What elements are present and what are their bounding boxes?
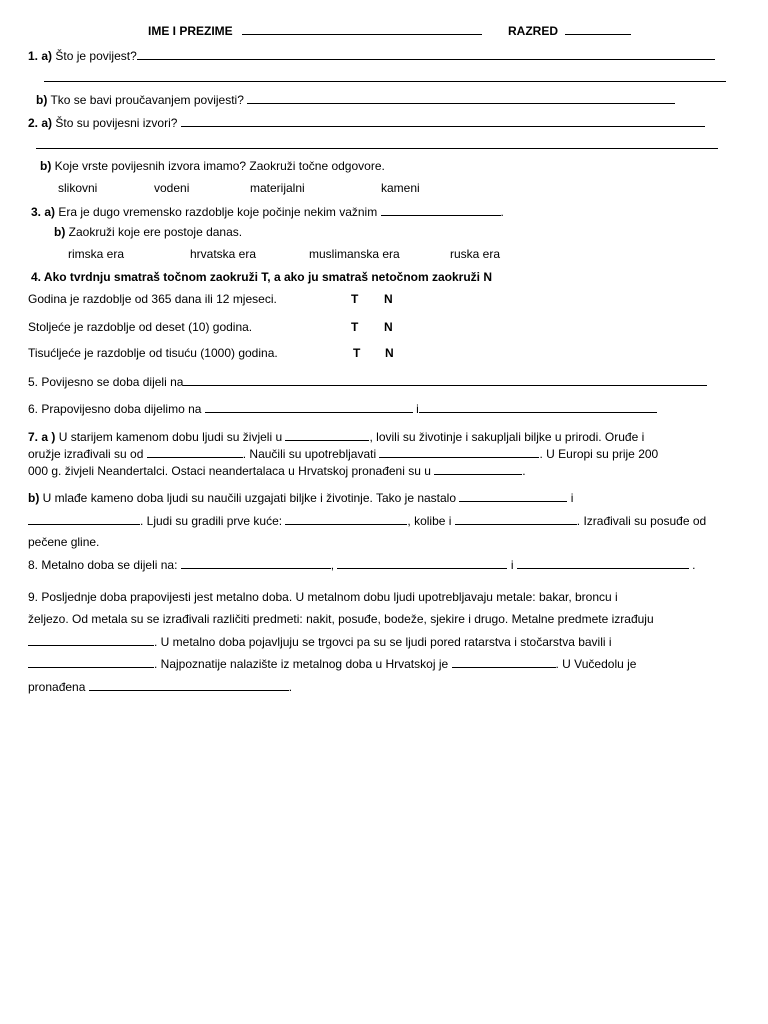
q3-a: 3. a) Era je dugo vremensko razdoblje koje počinje nekim važnim . xyxy=(31,205,504,219)
q7-a-blank-4[interactable] xyxy=(434,463,522,475)
q7-a-line3: 000 g. živjeli Neandertalci. Ostaci neandertalaca u Hrvatskoj pronađeni su u . xyxy=(28,464,526,478)
q9-text-5: pronađena xyxy=(28,680,86,694)
q9-text-3: . U metalno doba pojavljuju se trgovci pa su se ljudi pored ratarstva i stočarstva bavili i xyxy=(154,635,612,649)
q8-end: . xyxy=(692,558,696,572)
q9-blank-2[interactable] xyxy=(28,656,154,668)
q7-a-text-4: . Naučili su upotrebljavati xyxy=(242,447,377,461)
q7-b-line1 xyxy=(28,490,573,505)
q4-statement-2: Stoljeće je razdoblje od deset (10) godina. xyxy=(28,320,253,334)
q7-b-line3: pečene gline. xyxy=(28,535,100,549)
q7-b-blank-3[interactable] xyxy=(285,513,407,525)
q6-blank-2[interactable] xyxy=(419,401,657,413)
q8-blank-1[interactable] xyxy=(181,557,331,569)
q3-number: 3. xyxy=(31,205,42,219)
q4-statement-1: Godina je razdoblje od 365 dana ili 12 mjeseci. xyxy=(28,292,277,306)
q9-line3 xyxy=(28,634,612,649)
q9-line4 xyxy=(28,656,636,671)
q2-a-line2 xyxy=(36,137,718,152)
q9-blank-3[interactable] xyxy=(452,656,556,668)
q6 xyxy=(28,401,657,416)
q1-b-blank[interactable] xyxy=(247,92,675,104)
q3-a-label: a) xyxy=(44,205,56,219)
q1-a-label: a) xyxy=(41,49,53,63)
q6-blank-1[interactable] xyxy=(205,401,413,413)
q2-a-label: a) xyxy=(41,116,53,130)
q9-line1: 9. Posljednje doba prapovijesti jest metalno doba. U metalnom dobu ljudi upotrebljavaju metale: bakar, broncu i xyxy=(28,590,618,604)
q3-option-2[interactable]: hrvatska era xyxy=(190,247,257,261)
q3-option-4[interactable]: ruska era xyxy=(450,247,501,261)
q1-b xyxy=(36,92,675,107)
q8-and: i xyxy=(510,558,514,572)
q9-text-4b: . U Vučedolu je xyxy=(555,657,637,671)
q4-t-1[interactable]: T xyxy=(351,292,359,306)
q3-a-text: Era je dugo vremensko razdoblje koje počinje nekim važnim xyxy=(58,205,378,219)
q3-a-blank[interactable] xyxy=(381,204,501,216)
q3-b-text: Zaokruži koje ere postoje danas. xyxy=(68,225,243,239)
q9-text-4a: . Najpoznatije nalazište iz metalnog doba u Hrvatskoj je xyxy=(154,657,449,671)
q1-b-label: b) xyxy=(36,93,48,107)
q7-b-text-3: . Ljudi su gradili prve kuće: xyxy=(140,514,283,528)
q7-b-text-1: U mlađe kameno doba ljudi su naučili uzgajati biljke i životinje. Tako je nastalo xyxy=(42,491,457,505)
q8-blank-3[interactable] xyxy=(517,557,689,569)
q4-title: 4. Ako tvrdnju smatraš točnom zaokruži T, a ako ju smatraš netočnom zaokruži N xyxy=(31,270,493,284)
q4-n-1[interactable]: N xyxy=(384,292,393,306)
q7-a-label: 7. a ) xyxy=(28,430,56,444)
class-blank[interactable] xyxy=(565,23,631,35)
name-blank[interactable] xyxy=(242,23,482,35)
q2-b xyxy=(40,159,385,173)
q7-a-text-1: U starijem kamenom dobu ljudi su živjeli u xyxy=(58,430,283,444)
q7-a-blank-3[interactable] xyxy=(379,446,539,458)
q2-number: 2. xyxy=(28,116,39,130)
class-label: RAZRED xyxy=(508,24,558,38)
name-label: IME I PREZIME xyxy=(148,24,233,38)
q4-n-3[interactable]: N xyxy=(385,346,394,360)
q1-a-blank[interactable] xyxy=(137,48,715,60)
q1-a xyxy=(28,48,715,63)
q5 xyxy=(28,374,707,389)
q7-b-label: b) xyxy=(28,491,40,505)
q4-statement-3: Tisućljeće je razdoblje od tisuću (1000) godina. xyxy=(28,346,278,360)
header xyxy=(148,23,482,38)
q7-b-blank-4[interactable] xyxy=(455,513,577,525)
q8-comma: , xyxy=(330,558,335,572)
q2-option-3[interactable]: materijalni xyxy=(250,181,305,195)
q2-a-blank-2[interactable] xyxy=(36,137,718,149)
q7-a-text-6: 000 g. živjeli Neandertalci. Ostaci neandertalaca u Hrvatskoj pronađeni su u xyxy=(28,464,431,478)
q1-number: 1. xyxy=(28,49,39,63)
q7-b-blank-1[interactable] xyxy=(459,490,567,502)
q7-b-blank-2[interactable] xyxy=(28,513,140,525)
q2-a xyxy=(28,115,705,130)
q7-a-line2 xyxy=(28,446,658,461)
q4-t-3[interactable]: T xyxy=(353,346,361,360)
q9-line5 xyxy=(28,679,292,694)
q7-b-text-5: . Izrađivali su posuđe od xyxy=(576,514,707,528)
q7-a-blank-2[interactable] xyxy=(147,446,243,458)
q3-b-label: b) xyxy=(54,225,66,239)
q7-b-line2 xyxy=(28,513,706,528)
q5-text: 5. Povijesno se doba dijeli na xyxy=(28,375,184,389)
q9-end: . xyxy=(288,680,293,694)
q8-blank-2[interactable] xyxy=(337,557,507,569)
q8 xyxy=(28,557,696,572)
q2-option-4[interactable]: kameni xyxy=(381,181,420,195)
q7-a-text-5: . U Europi su prije 200 xyxy=(539,447,659,461)
class-field xyxy=(508,23,631,38)
q2-b-text: Koje vrste povijesnih izvora imamo? Zaokruži točne odgovore. xyxy=(54,159,385,173)
q3-b xyxy=(54,225,242,239)
q7-a-text-3: oružje izrađivali su od xyxy=(28,447,144,461)
q1-a-blank-2[interactable] xyxy=(44,70,726,82)
q7-b-text-2: i xyxy=(570,491,574,505)
q7-a-line1 xyxy=(28,429,644,444)
q3-option-1[interactable]: rimska era xyxy=(68,247,125,261)
q4-n-2[interactable]: N xyxy=(384,320,393,334)
q1-a-line2 xyxy=(44,70,726,85)
q9-blank-1[interactable] xyxy=(28,634,154,646)
q9-blank-4[interactable] xyxy=(89,679,289,691)
q1-a-text: Što je povijest? xyxy=(55,49,137,63)
q7-a-text-2: , lovili su životinje i sakupljali biljke u prirodi. Oruđe i xyxy=(369,430,645,444)
q2-b-label: b) xyxy=(40,159,52,173)
q9-line2: željezo. Od metala su se izrađivali različiti predmeti: nakit, posuđe, bodeže, sjekire i drugo. Metalne predmete izrađuju xyxy=(28,612,654,626)
q2-option-2[interactable]: vodeni xyxy=(154,181,190,195)
q2-option-1[interactable]: slikovni xyxy=(58,181,98,195)
q6-and: i xyxy=(416,402,419,416)
q5-blank[interactable] xyxy=(183,374,707,386)
q2-a-blank[interactable] xyxy=(181,115,705,127)
q8-text: 8. Metalno doba se dijeli na: xyxy=(28,558,178,572)
q3-option-3[interactable]: muslimanska era xyxy=(309,247,400,261)
q1-b-text: Tko se bavi proučavanjem povijesti? xyxy=(50,93,244,107)
q7-a-blank-1[interactable] xyxy=(285,429,369,441)
q4-t-2[interactable]: T xyxy=(351,320,359,334)
q6-text: 6. Prapovijesno doba dijelimo na xyxy=(28,402,202,416)
q2-a-text: Što su povijesni izvori? xyxy=(55,116,178,130)
q7-b-text-4: , kolibe i xyxy=(407,514,452,528)
